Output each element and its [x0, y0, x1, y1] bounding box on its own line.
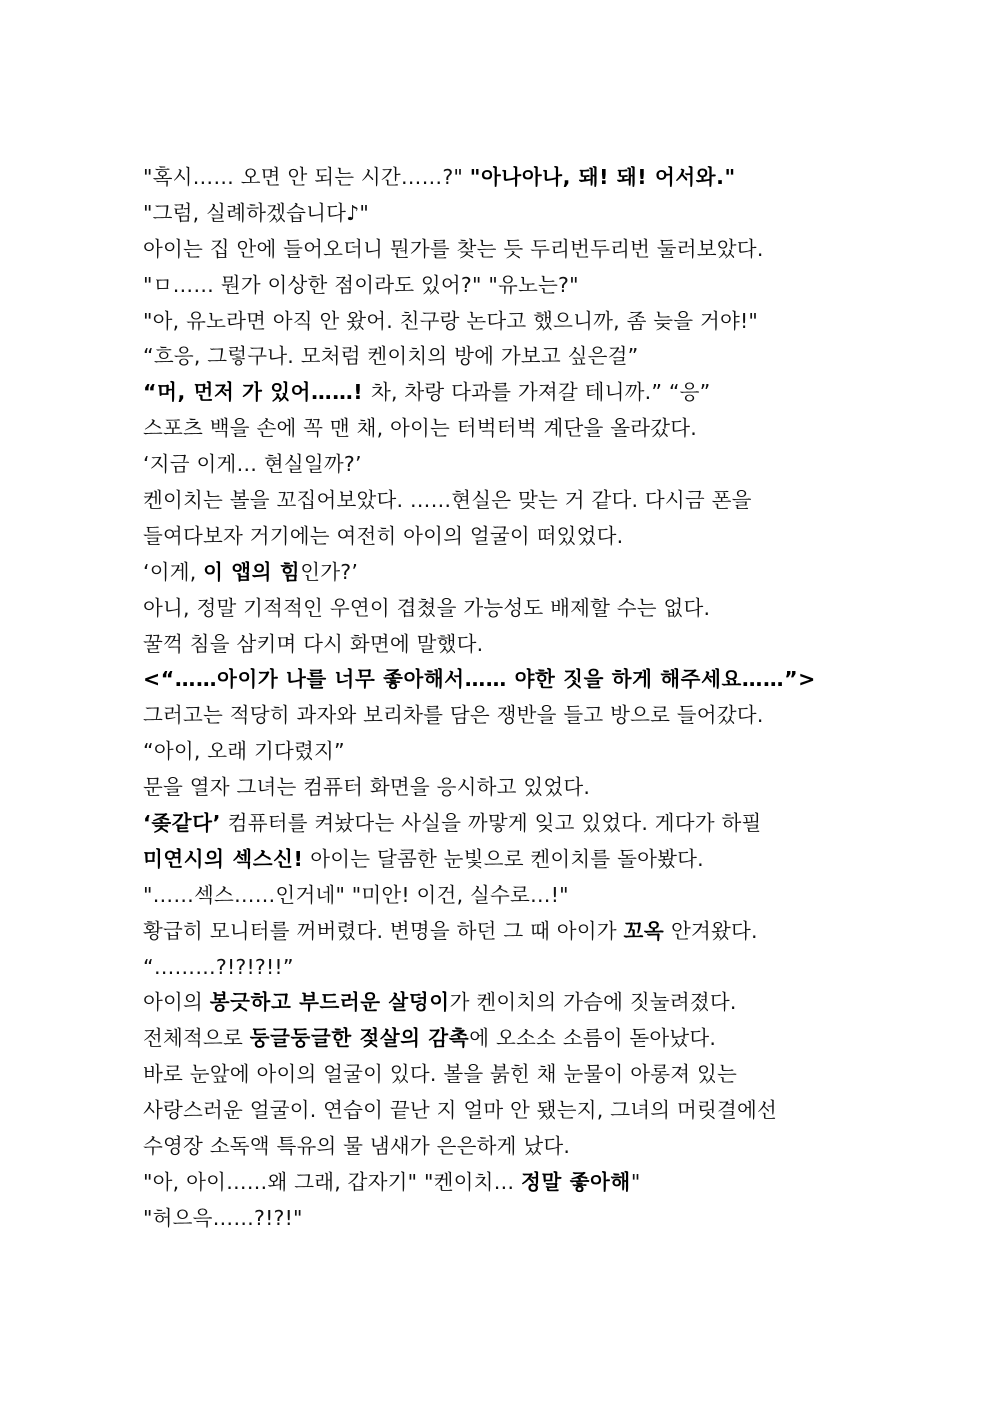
text-line — [143, 591, 863, 627]
text-line — [143, 770, 863, 806]
text-segment: 인가?’ — [300, 559, 359, 584]
text-segment: 아니, 정말 기적적인 우연이 겹쳤을 가능성도 배제할 수는 없다. — [143, 595, 711, 620]
text-line — [143, 1129, 863, 1165]
text-line — [143, 627, 863, 663]
emphasized-text: 이 앱의 힘 — [203, 559, 301, 584]
text-segment: 그러고는 적당히 과자와 보리차를 담은 쟁반을 들고 방으로 들어갔다. — [143, 703, 764, 728]
text-line — [143, 842, 863, 878]
text-segment: 컴퓨터를 켜놨다는 사실을 까맣게 잊고 있었다. 게다가 하필 — [220, 811, 762, 836]
text-segment: “흐응, 그렇구나. 모처럼 켄이치의 방에 가보고 싶은걸” — [143, 344, 639, 369]
text-line — [143, 1093, 863, 1129]
text-line — [143, 268, 863, 304]
text-segment: "혹시…… 오면 안 되는 시간……?" — [143, 165, 470, 189]
text-segment: 황급히 모니터를 꺼버렸다. 변명을 하던 그 때 아이가 — [143, 918, 624, 943]
emphasized-text: "아나아나, 돼! 돼! 어서와." — [469, 165, 736, 189]
emphasized-text: 미연시의 섹스신! — [143, 846, 304, 871]
text-segment: 에 오소소 소름이 돋아났다. — [469, 1026, 717, 1051]
emphasized-text: “머, 먼저 가 있어……! — [143, 380, 371, 405]
text-line — [143, 447, 863, 483]
text-line — [143, 555, 863, 591]
text-segment: 스포츠 백을 손에 꼭 맨 채, 아이는 터벅터벅 계단을 올라갔다. — [143, 416, 697, 441]
text-segment: 아이는 달콤한 눈빛으로 켄이치를 돌아봤다. — [303, 846, 704, 871]
text-line — [143, 698, 863, 734]
text-line — [143, 878, 863, 914]
text-segment: 문을 열자 그녀는 컴퓨터 화면을 응시하고 있었다. — [143, 775, 591, 800]
text-line — [143, 734, 863, 770]
text-segment: 꿀꺽 침을 삼키며 다시 화면에 말했다. — [143, 631, 484, 656]
text-segment: ‘이게, — [143, 559, 204, 584]
text-segment: 차, 차랑 다과를 가져갈 테니까.” “응” — [370, 380, 711, 405]
text-line — [143, 304, 863, 340]
text-segment: "아, 유노라면 아직 안 왔어. 친구랑 논다고 했으니까, 좀 늦을 거야!" — [143, 308, 759, 333]
text-segment: 켄이치는 볼을 꼬집어보았다. ……현실은 맞는 거 같다. 다시금 폰을 — [143, 488, 752, 513]
text-segment: " — [630, 1169, 641, 1194]
text-line — [143, 519, 863, 555]
text-segment: "……섹스……인거네" "미안! 이건, 실수로…!" — [143, 882, 569, 907]
emphasized-text: 꼬옥 — [623, 918, 665, 943]
text-segment: "허으윽……?!?!" — [143, 1205, 303, 1230]
text-segment: 들여다보자 거기에는 여전히 아이의 얼굴이 떠있었다. — [143, 523, 624, 548]
text-line — [143, 806, 863, 842]
text-line — [143, 1021, 863, 1057]
text-line — [143, 1057, 863, 1093]
story-text-body — [143, 160, 863, 1237]
text-segment: 수영장 소독액 특유의 물 냄새가 은은하게 났다. — [143, 1134, 571, 1159]
text-line — [143, 1201, 863, 1237]
text-segment: "ㅁ…… 뭔가 이상한 점이라도 있어?" "유노는?" — [143, 272, 579, 297]
text-line — [143, 232, 863, 268]
text-segment: “………?!?!?!!” — [143, 954, 294, 979]
text-segment: 사랑스러운 얼굴이. 연습이 끝난 지 얼마 안 됐는지, 그녀의 머릿결에선 — [143, 1098, 777, 1123]
text-segment: 전체적으로 — [143, 1026, 250, 1051]
text-line — [143, 985, 863, 1021]
text-segment: 아이는 집 안에 들어오더니 뭔가를 찾는 듯 두리번두리번 둘러보았다. — [143, 236, 764, 261]
emphasized-text: <“……아이가 나를 너무 좋아해서…… 야한 짓을 하게 해주세요……”> — [143, 667, 816, 692]
text-segment: "그럼, 실례하겠습니다♪" — [143, 200, 370, 225]
text-segment: “아이, 오래 기다렸지” — [143, 739, 345, 764]
text-line — [143, 196, 863, 232]
text-line — [143, 411, 863, 447]
text-line — [143, 375, 863, 411]
text-line — [143, 950, 863, 986]
emphasized-text: ‘좆같다’ — [143, 811, 221, 836]
text-line — [143, 662, 863, 698]
text-line — [143, 914, 863, 950]
emphasized-text: 봉긋하고 부드러운 살덩이 — [209, 990, 450, 1015]
text-segment: ‘지금 이게… 현실일까?’ — [143, 452, 362, 477]
text-line — [143, 160, 863, 196]
text-segment: 가 켄이치의 가슴에 짓눌려졌다. — [449, 990, 737, 1015]
text-segment: 바로 눈앞에 아이의 얼굴이 있다. 볼을 붉힌 채 눈물이 아롱져 있는 — [143, 1062, 737, 1087]
emphasized-text: 둥글둥글한 젖살의 감촉 — [249, 1026, 470, 1051]
text-line — [143, 339, 863, 375]
emphasized-text: 정말 좋아해 — [521, 1169, 631, 1194]
text-line — [143, 483, 863, 519]
text-segment: "아, 아이……왜 그래, 갑자기" "켄이치… — [143, 1169, 522, 1194]
text-segment: 안겨왔다. — [664, 918, 758, 943]
text-line — [143, 1165, 863, 1201]
text-segment: 아이의 — [143, 990, 210, 1015]
